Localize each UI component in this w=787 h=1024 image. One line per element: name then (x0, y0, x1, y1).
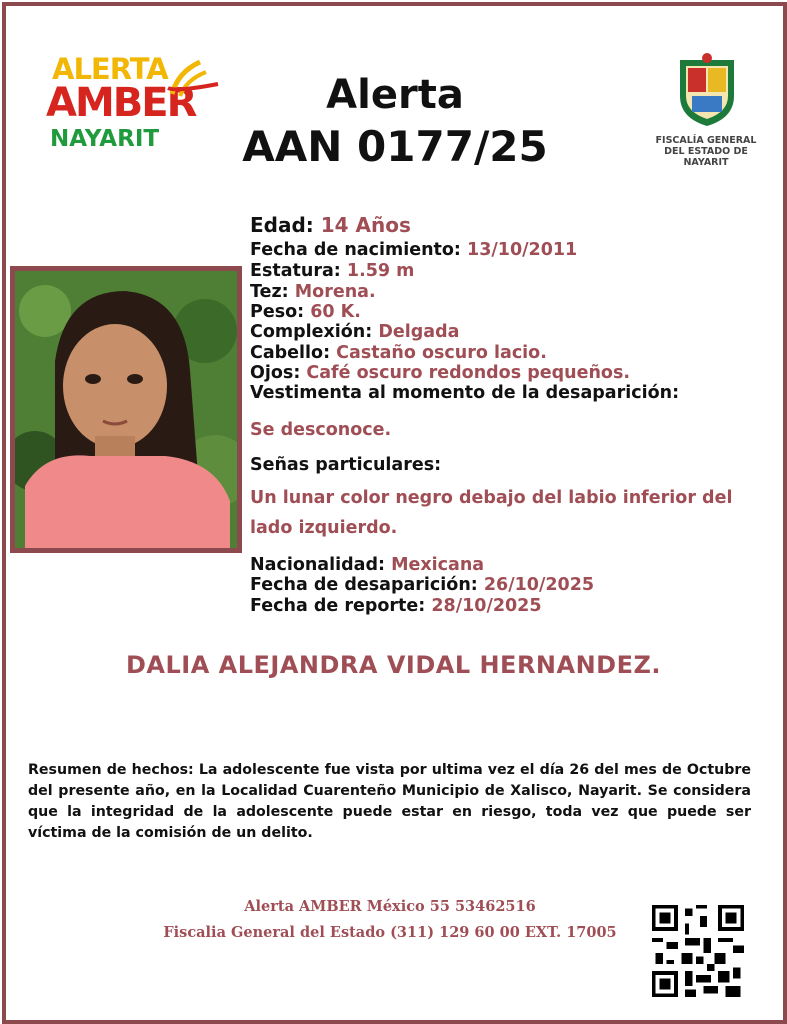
fecha-reporte-value: 28/10/2025 (431, 596, 542, 616)
field-label: Estatura: (250, 261, 341, 281)
seal-text-line: FISCALÍA GENERAL (655, 135, 757, 146)
fecha-nacimiento-value: 13/10/2011 (467, 240, 578, 260)
cabello-row (250, 343, 547, 363)
field-label: Complexión: (250, 322, 373, 342)
peso-row (250, 302, 361, 322)
fecha-desaparicion-value: 26/10/2025 (483, 575, 595, 595)
field-label: Edad: (250, 213, 314, 237)
senas-value-line2: lado izquierdo. (250, 518, 398, 538)
logo-line-alerta: ALERTA (52, 52, 168, 86)
field-label: Fecha de nacimiento: (250, 240, 461, 260)
vestimenta-value: Se desconoce. (250, 420, 392, 440)
ojos-value: Café oscuro redondos pequeños. (306, 363, 631, 383)
signal-waves-icon (166, 54, 220, 98)
fecha-desaparicion-row (250, 575, 594, 595)
field-label: Cabello: (250, 343, 331, 363)
nacionalidad-value: Mexicana (391, 555, 485, 575)
fecha-reporte-row (250, 596, 542, 616)
field-label: Fecha de desaparición: (250, 575, 478, 595)
footer-amber-phone: Alerta AMBER México 55 53462516 (244, 898, 536, 915)
state-seal-icon (670, 52, 744, 128)
alert-title: Alerta (326, 72, 464, 118)
field-label: Tez: (250, 282, 289, 302)
missing-person-photo (10, 266, 242, 553)
vestimenta-label: Vestimenta al momento de la desaparición: (250, 383, 680, 403)
estatura-value: 1.59 m (346, 261, 415, 281)
logo-line-amber: AMBER (46, 80, 196, 126)
complexion-value: Delgada (378, 322, 460, 342)
peso-value: 60 K. (310, 302, 361, 322)
field-label: Peso: (250, 302, 305, 322)
nacionalidad-row (250, 555, 484, 575)
qr-code-icon[interactable] (652, 905, 744, 997)
alerta-amber-logo (44, 52, 220, 158)
senas-label: Señas particulares: (250, 455, 442, 475)
senas-value-line1: Un lunar color negro debajo del labio inferior del (250, 488, 733, 508)
fiscalia-seal-text (640, 135, 772, 168)
cabello-value: Castaño oscuro lacio. (336, 343, 547, 363)
field-label: Ojos: (250, 363, 301, 383)
edad-row (250, 213, 411, 237)
field-label: Fecha de reporte: (250, 596, 426, 616)
alert-code: AAN 0177/25 (242, 122, 548, 171)
seal-text-line: DEL ESTADO DE (664, 146, 748, 157)
logo-line-nayarit: NAYARIT (50, 126, 160, 152)
edad-value: 14 Años (320, 213, 411, 237)
case-summary: Resumen de hechos: La adolescente fue vista por ultima vez el día 26 del mes de Octubre del presente año, en la Localidad Cuarenteño Municipio de Xalisco, Nayarit. Se considera que la integridad de la adolescente puede estar en riesgo, toda vez que puede ser víctima de la comisión de un delito. (28, 762, 751, 841)
missing-person-name: DALIA ALEJANDRA VIDAL HERNANDEZ. (125, 651, 662, 679)
seal-text-line: NAYARIT (683, 157, 729, 168)
ojos-row (250, 363, 630, 383)
portrait-illustration (15, 271, 237, 548)
estatura-row (250, 261, 414, 281)
field-label: Nacionalidad: (250, 555, 385, 575)
complexion-row (250, 322, 459, 342)
tez-row (250, 282, 376, 302)
fecha-nacimiento-row (250, 240, 577, 260)
footer-fiscalia-phone: Fiscalia General del Estado (311) 129 60 00 EXT. 17005 (163, 924, 617, 941)
tez-value: Morena. (294, 282, 376, 302)
